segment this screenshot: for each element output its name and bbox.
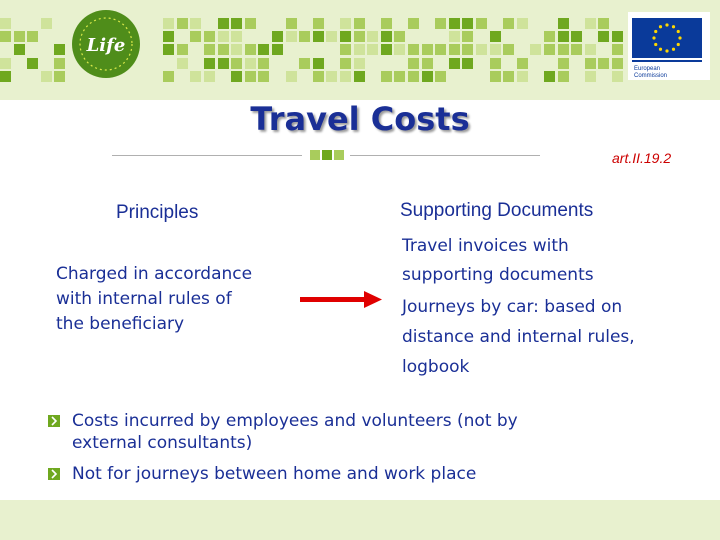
mosaic-square — [422, 71, 433, 82]
mosaic-square — [14, 31, 25, 42]
mosaic-square — [204, 71, 215, 82]
supporting-documents-heading: Supporting Documents — [400, 200, 594, 221]
mosaic-square — [286, 71, 297, 82]
mosaic-square — [381, 44, 392, 55]
mosaic-square — [394, 71, 405, 82]
principles-line: with internal rules of — [56, 289, 232, 309]
mosaic-square — [435, 18, 446, 29]
mosaic-square — [231, 31, 242, 42]
mosaic-square — [218, 18, 229, 29]
mosaic-square — [245, 58, 256, 69]
mosaic-square — [354, 18, 365, 29]
mosaic-square — [204, 58, 215, 69]
mosaic-square — [367, 44, 378, 55]
mosaic-square — [177, 44, 188, 55]
mosaic-square — [408, 18, 419, 29]
supporting-line: supporting documents — [402, 265, 594, 285]
mosaic-square — [177, 58, 188, 69]
bullet-line: external consultants) — [72, 433, 253, 453]
mosaic-square — [381, 31, 392, 42]
mosaic-square — [449, 58, 460, 69]
mosaic-square — [408, 71, 419, 82]
slide-title: Travel Costs — [250, 100, 470, 138]
mosaic-square — [27, 58, 38, 69]
supporting-line: Journeys by car: based on — [402, 297, 623, 317]
mosaic-square — [449, 31, 460, 42]
mosaic-square — [408, 44, 419, 55]
mosaic-square — [340, 44, 351, 55]
principles-line: the beneficiary — [56, 314, 185, 334]
bullet-arrow-icon — [48, 468, 60, 480]
mosaic-square — [286, 18, 297, 29]
bullet-list — [48, 410, 668, 494]
ec-logo-text: European — [634, 66, 661, 72]
mosaic-square — [340, 71, 351, 82]
mosaic-square — [490, 44, 501, 55]
mosaic-square — [435, 71, 446, 82]
mosaic-square — [354, 71, 365, 82]
principles-heading: Principles — [116, 202, 199, 223]
mosaic-square — [0, 71, 11, 82]
eu-star-icon — [652, 36, 655, 39]
article-reference: art.II.19.2 — [612, 150, 672, 166]
mosaic-square — [340, 18, 351, 29]
mosaic-square — [422, 58, 433, 69]
mosaic-square — [218, 58, 229, 69]
mosaic-square — [204, 44, 215, 55]
mosaic-square — [54, 58, 65, 69]
mosaic-square — [313, 58, 324, 69]
mosaic-square — [462, 18, 473, 29]
mosaic-square — [258, 71, 269, 82]
mosaic-square — [163, 18, 174, 29]
mosaic-square — [585, 58, 596, 69]
mosaic-square — [313, 18, 324, 29]
eu-star-icon — [659, 48, 662, 51]
mosaic-square — [544, 71, 555, 82]
mosaic-square — [0, 58, 11, 69]
mosaic-square — [367, 31, 378, 42]
eu-star-icon — [665, 49, 668, 52]
mosaic-square — [558, 44, 569, 55]
mosaic-square — [462, 31, 473, 42]
mosaic-square — [462, 58, 473, 69]
title-divider-left — [112, 155, 302, 156]
mosaic-square — [394, 44, 405, 55]
supporting-documents-text — [402, 232, 702, 382]
mosaic-square — [340, 58, 351, 69]
arrow-icon — [300, 290, 382, 308]
mosaic-square — [422, 44, 433, 55]
mosaic-square — [218, 31, 229, 42]
mosaic-square — [0, 31, 11, 42]
svg-text:Commission: Commission — [634, 73, 668, 79]
mosaic-square — [313, 31, 324, 42]
bullet-item — [48, 410, 668, 454]
life-logo — [70, 8, 142, 80]
mosaic-square — [231, 71, 242, 82]
mosaic-square — [394, 31, 405, 42]
eu-star-icon — [659, 25, 662, 28]
mosaic-square — [612, 31, 623, 42]
mosaic-square — [354, 58, 365, 69]
mosaic-square — [490, 31, 501, 42]
mosaic-square — [558, 31, 569, 42]
mosaic-square — [381, 18, 392, 29]
mosaic-square — [449, 18, 460, 29]
eu-star-icon — [678, 36, 681, 39]
mosaic-square — [258, 58, 269, 69]
footer-band — [0, 500, 720, 540]
mosaic-square — [163, 44, 174, 55]
mosaic-square — [313, 71, 324, 82]
mosaic-square — [490, 58, 501, 69]
mosaic-square — [286, 31, 297, 42]
eu-star-icon — [672, 25, 675, 28]
mosaic-square — [517, 71, 528, 82]
eu-star-icon — [672, 48, 675, 51]
mosaic-square — [190, 31, 201, 42]
mosaic-square — [190, 71, 201, 82]
bullet-item — [48, 463, 668, 485]
mosaic-square — [0, 18, 11, 29]
eu-star-icon — [677, 30, 680, 33]
mosaic-square — [326, 31, 337, 42]
european-commission-logo — [628, 12, 710, 80]
mosaic-square — [544, 44, 555, 55]
mosaic-square — [245, 18, 256, 29]
mosaic-square — [571, 31, 582, 42]
mosaic-square — [503, 71, 514, 82]
supporting-line: logbook — [402, 357, 470, 377]
mosaic-square — [558, 71, 569, 82]
mosaic-square — [435, 44, 446, 55]
mosaic-square — [218, 44, 229, 55]
mosaic-square — [544, 31, 555, 42]
mosaic-square — [517, 18, 528, 29]
header-banner — [0, 0, 720, 100]
principles-line: Charged in accordance — [56, 264, 253, 284]
mosaic-square — [612, 71, 623, 82]
mosaic-square — [54, 44, 65, 55]
mosaic-square — [272, 44, 283, 55]
mosaic-square — [558, 18, 569, 29]
mosaic-square — [598, 58, 609, 69]
mosaic-square — [231, 18, 242, 29]
mosaic-square — [299, 31, 310, 42]
mosaic-square — [598, 18, 609, 29]
mosaic-square — [41, 71, 52, 82]
mosaic-square — [272, 31, 283, 42]
mosaic-square — [54, 71, 65, 82]
principles-text — [56, 262, 252, 337]
mosaic-square — [476, 44, 487, 55]
mosaic-square — [326, 71, 337, 82]
mosaic-square — [177, 18, 188, 29]
supporting-line: distance and internal rules, — [402, 327, 635, 347]
mosaic-square — [517, 58, 528, 69]
mosaic-square — [245, 44, 256, 55]
mosaic-square — [354, 31, 365, 42]
mosaic-square — [163, 71, 174, 82]
mosaic-square — [462, 44, 473, 55]
mosaic-square — [503, 44, 514, 55]
eu-star-icon — [654, 43, 657, 46]
mosaic-square — [27, 31, 38, 42]
bullet-arrow-icon — [48, 415, 60, 427]
mosaic-square — [476, 18, 487, 29]
mosaic-square — [571, 44, 582, 55]
mosaic-square — [612, 44, 623, 55]
mosaic-square — [598, 31, 609, 42]
mosaic-square — [231, 44, 242, 55]
mosaic-square — [340, 31, 351, 42]
mosaic-square — [190, 18, 201, 29]
mosaic-square — [354, 44, 365, 55]
mosaic-square — [585, 18, 596, 29]
bullet-line: Costs incurred by employees and volunteers (not by — [72, 411, 518, 431]
mosaic-square — [449, 44, 460, 55]
mosaic-square — [530, 44, 541, 55]
mosaic-square — [585, 71, 596, 82]
mosaic-square — [381, 71, 392, 82]
life-logo-text: Life — [86, 35, 126, 56]
mosaic-square — [258, 44, 269, 55]
supporting-line: Travel invoices with — [402, 236, 569, 256]
mosaic-square — [558, 58, 569, 69]
mosaic-square — [408, 58, 419, 69]
eu-star-icon — [677, 43, 680, 46]
divider-ornament — [310, 150, 344, 160]
eu-star-icon — [665, 23, 668, 26]
bullet-line: Not for journeys between home and work place — [72, 464, 477, 484]
mosaic-square — [14, 44, 25, 55]
mosaic-square — [231, 58, 242, 69]
mosaic-square — [299, 58, 310, 69]
mosaic-square — [490, 71, 501, 82]
mosaic-square — [585, 44, 596, 55]
mosaic-square — [503, 18, 514, 29]
eu-star-icon — [654, 30, 657, 33]
title-divider-right — [350, 155, 540, 156]
mosaic-square — [612, 58, 623, 69]
mosaic-square — [41, 18, 52, 29]
mosaic-square — [245, 71, 256, 82]
mosaic-square — [204, 31, 215, 42]
mosaic-square — [163, 31, 174, 42]
